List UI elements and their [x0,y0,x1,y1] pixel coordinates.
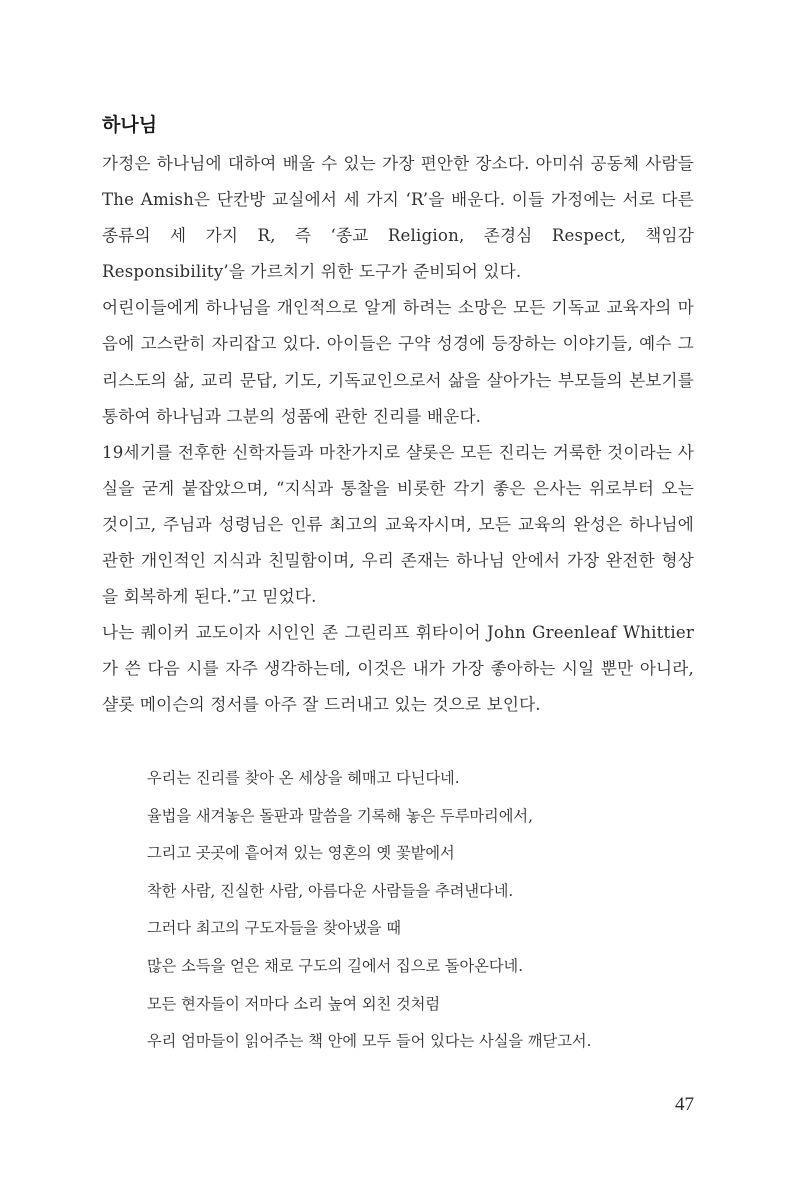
poem-line: 우리는 진리를 찾아 온 세상을 헤매고 다닌다네. [147,769,460,787]
section-heading: 하나님 [102,114,158,136]
paragraph: 어린이들에게 하나님을 개인적으로 알게 하려는 소망은 모든 기독교 교육자의 마음에 고스란히 자리잡고 있다. 아이들은 구약 성경에 등장하는 이야기들, 예수 그리스도의 삶, 교리 문답, 기도, 기독교인으로서 삶을 살아가는 부모들의 본보기를 통하여 하나님과 그분의 성품에 관한 진리를 배운다. [102,298,694,426]
poem-line: 그리고 곳곳에 흩어져 있는 영혼의 옛 꽃밭에서 [147,844,455,863]
paragraph: 가정은 하나님에 대하여 배울 수 있는 가장 편안한 장소다. 아미쉬 공동체 사람들 The Amish은 단칸방 교실에서 세 가지 ‘R’을 배운다. 이들 가정에는 서로 다른 종류의 세 가지 R, 즉 ‘종교 Religion, 존경심 Respect, 책임감 Responsibility’을 가르치기 위한 도구가 준비되어 있다. [102,154,694,282]
page-number: 47 [675,1094,694,1115]
poem-line: 모든 현자들이 저마다 소리 높여 외친 것처럼 [147,994,441,1013]
body-text [102,146,694,724]
paragraph: 19세기를 전후한 신학자들과 마찬가지로 샬롯은 모든 진리는 거룩한 것이라는 사실을 굳게 붙잡았으며, “지식과 통찰을 비롯한 각기 좋은 은사는 위로부터 오는 것이고, 주님과 성령님은 인류 최고의 교육자시며, 모든 교육의 완성은 하나님에 관한 개인적인 지식과 친밀함이며, 우리 존재는 하나님 안에서 가장 완전한 형상을 회복하게 된다.”고 믿었다. [102,442,694,607]
poem-line: 착한 사람, 진실한 사람, 아름다운 사람들을 추려낸다네. [147,881,514,900]
poem-line: 우리 엄마들이 읽어주는 책 안에 모두 들어 있다는 사실을 깨닫고서. [147,1032,592,1051]
poem-line: 그러다 최고의 구도자들을 찾아냈을 때 [147,919,402,938]
poem-line: 많은 소득을 얻은 채로 구도의 길에서 집으로 돌아온다네. [147,956,524,975]
poem-block [147,760,707,1061]
paragraph: 나는 퀘이커 교도이자 시인인 존 그린리프 휘타이어 John Greenleaf Whittier가 쓴 다음 시를 자주 생각하는데, 이것은 내가 가장 좋아하는 시일 뿐만 아니라, 샬롯 메이슨의 정서를 아주 잘 드러내고 있는 것으로 보인다. [102,623,694,715]
poem-line: 율법을 새겨놓은 돌판과 말씀을 기록해 놓은 두루마리에서, [147,806,533,825]
